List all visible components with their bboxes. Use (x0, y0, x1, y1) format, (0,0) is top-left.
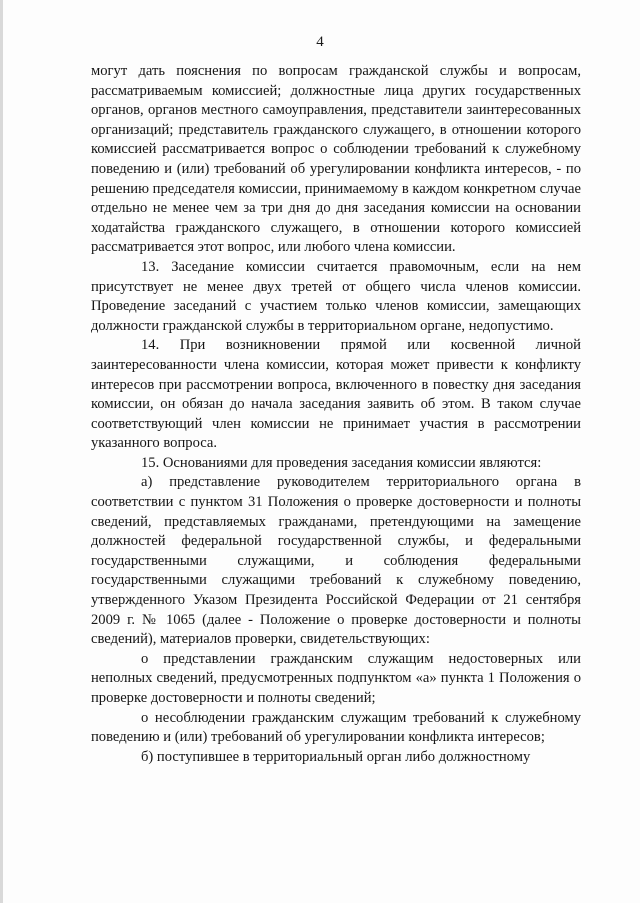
paragraph-subitem-b: б) поступившее в территориальный орган либо должностному (141, 748, 531, 765)
paragraph-continuation: могут дать пояснения по вопросам гражданской службы и вопросам, рассматриваемым комиссией; должностные лица других государственных органов, органов местного самоуправления, представители заинтересованных организаций; представитель гражданского служащего, в отношении которого комиссией рассматривается вопрос о соблюдении требований к служебному поведению и (или) требований об урегулировании конфликта интересов, - по решению председателя комиссии, принимаемому в каждом конкретном случае отдельно не менее чем за три дня до дня заседания комиссии на основании ходатайства гражданского служащего, в отношении которого комиссией рассматривается этот вопрос, или любого члена комиссии. (91, 63, 581, 256)
page-number: 4 (316, 34, 324, 50)
paragraph-item-14: 14. При возникновении прямой или косвенной личной заинтересованности члена комиссии, которая может привести к конфликту интересов при рассмотрении вопроса, включенного в повестку дня заседания комиссии, он обязан до начала заседания заявить об этом. В таком случае соответствующий член комиссии не принимает участия в рассмотрении указанного вопроса. (91, 337, 581, 452)
paragraph-subitem-a-2: о несоблюдении гражданским служащим требований к служебному поведению и (или) требований об урегулировании конфликта интересов; (91, 709, 581, 746)
document-body (91, 62, 581, 767)
scan-edge (0, 0, 3, 903)
paragraph-item-15: 15. Основаниями для проведения заседания комиссии являются: (141, 454, 542, 471)
paragraph-subitem-a-1: о представлении гражданским служащим недостоверных или неполных сведений, предусмотренных подпунктом «а» пункта 1 Положения о проверке достоверности и полноты сведений; (91, 650, 581, 706)
paragraph-subitem-a: а) представление руководителем территориального органа в соответствии с пунктом 31 Положения о проверке достоверности и полноты сведений, представляемых гражданами, претендующими на замещение должностей федеральной государственной службы, и федеральными государственными служащими, и соблюдения федеральными государственными служащими требований к служебному поведению, утвержденного Указом Президента Российской Федерации от 21 сентября 2009 г. № 1065 (далее - Положение о проверке достоверности и полноты сведений), материалов проверки, свидетельствующих: (91, 474, 581, 648)
paragraph-item-13: 13. Заседание комиссии считается правомочным, если на нем присутствует не менее двух третей от общего числа членов комиссии. Проведение заседаний с участием только членов комиссии, замещающих должности гражданской службы в территориальном органе, недопустимо. (91, 258, 581, 334)
